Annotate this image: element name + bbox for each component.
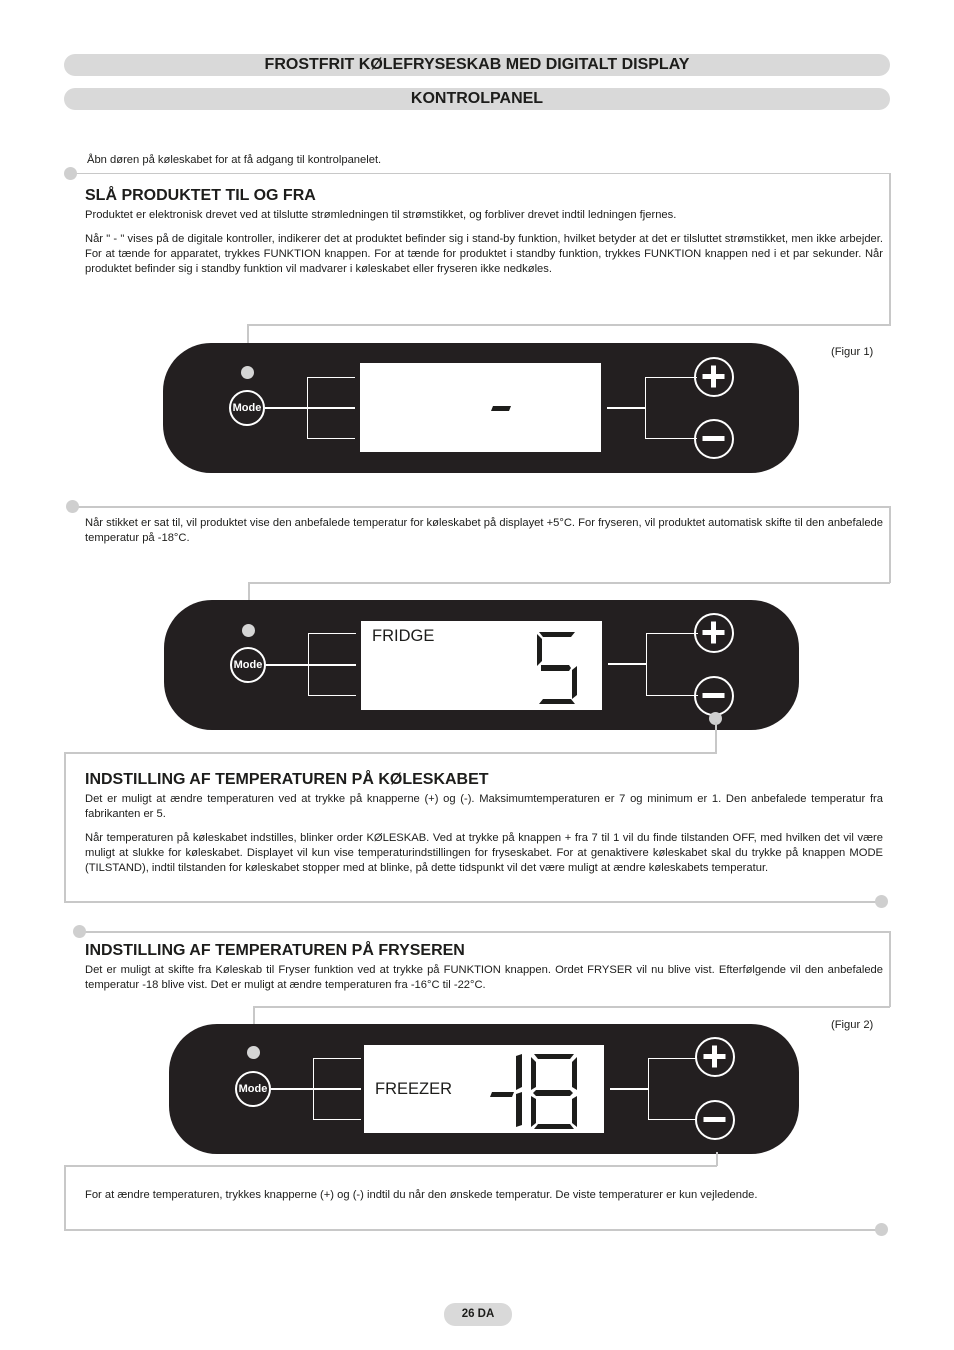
intro-text: Åbn døren på køleskabet for at få adgang til kontrolpanelet. [87, 154, 382, 166]
buttons-wire [610, 1088, 648, 1090]
section3-connector [715, 722, 717, 753]
plus-button[interactable] [694, 613, 734, 653]
buttons-wire [608, 663, 646, 665]
mode-bracket-mid [313, 1088, 361, 1090]
plus-icon [696, 359, 731, 394]
section2-frame-bottom [249, 582, 890, 584]
minus-icon [696, 421, 731, 456]
section2-content [85, 516, 883, 555]
fridge-label: FRIDGE [372, 627, 435, 645]
section2-paragraph-1: Når stikket er sat til, vil produktet vise den anbefalede temperatur for køleskabet på displayet +5°C. For fryseren, vil produktet automatisk skifte til den anbefalede temperatur på -18°C. [85, 517, 883, 544]
section1-content [85, 186, 883, 286]
section3-bullet [875, 895, 888, 908]
section5-paragraph-1: For at ændre temperaturen, trykkes knapperne (+) og (-) indtil du når den ønskede temperatur. De viste temperaturer er kun vejledende. [85, 1189, 758, 1201]
minus-button[interactable] [695, 1100, 735, 1140]
mode-wire [266, 664, 308, 666]
section1-paragraph-2: Når " - " vises på de digitale kontroller, indikerer det at produktet befinder sig i stand-by funktion, hvilket betyder at det er tilsluttet strømstikket, men ikke arbejder. For at tænde for apparatet, trykkes FUNKTION knappen. For at tænde for produktet i standby funktion, trykkes FUNKTION knappen ned i et par sekunder. Når produktet befinder sig i standby funktion vil madvarer i køleskabet eller fryseren ikke nedkøles. [85, 233, 883, 275]
document-title: FROSTFRIT KØLEFRYSESKAB MED DIGITALT DISPLAY [64, 54, 890, 76]
section4-content [85, 941, 883, 1002]
panel-indicator-dot [247, 1046, 260, 1059]
minus-button[interactable] [694, 676, 734, 716]
mode-wire [265, 407, 307, 409]
page-number: 26 DA [444, 1303, 512, 1326]
minus-icon [696, 678, 731, 713]
section2-frame-right [889, 506, 891, 583]
standby-dash-glyph [360, 363, 601, 452]
buttons-bracket [646, 633, 698, 696]
section5-connector [716, 1152, 718, 1166]
figure1-caption: (Figur 1) [831, 346, 874, 358]
panel-indicator-dot [241, 366, 254, 379]
display-screen [364, 1045, 604, 1133]
plus-icon [696, 615, 731, 650]
section1-bullet [64, 167, 77, 180]
figure2-caption: (Figur 2) [831, 1019, 874, 1031]
section4-heading: INDSTILLING AF TEMPERATUREN PÅ FRYSEREN [85, 942, 465, 959]
freezer-label: FREEZER [375, 1080, 453, 1098]
plus-button[interactable] [694, 357, 734, 397]
control-panel-freezer [169, 1024, 799, 1154]
buttons-wire [607, 407, 645, 409]
display-screen [361, 621, 602, 710]
plus-icon [697, 1039, 732, 1074]
control-panel-fridge [164, 600, 799, 730]
section2-frame-top [72, 506, 890, 508]
minus-icon [697, 1102, 732, 1137]
section3-paragraph-1: Det er muligt at ændre temperaturen ved at trykke på knapperne (+) og (-). Maksimumtemperaturen er 7 og minimum er 1. Den anbefalede temperatur fra fabrikanten er 5. [85, 793, 883, 820]
display-screen [360, 363, 601, 452]
section4-frame-right [889, 931, 891, 1007]
section4-bullet [73, 925, 86, 938]
mode-wire [271, 1088, 313, 1090]
section5-bullet [875, 1223, 888, 1236]
section4-paragraph-1: Det er muligt at skifte fra Køleskab til Fryser funktion ved at trykke på FUNKTION knappen. Ordet FRYSER vil nu blive vist. Efterfølgende vil den anbefalede temperatur -18 blive vist. Det er muligt at ændre temperaturen fra -16°C til -22°C. [85, 964, 883, 991]
seven-segment-5-glyph [361, 621, 602, 710]
mode-button[interactable]: Mode [230, 647, 266, 683]
section1-paragraph-1: Produktet er elektronisk drevet ved at tilslutte strømledningen til strømstikket, og forbliver drevet indtil ledningen fjernes. [85, 209, 677, 221]
mode-button[interactable]: Mode [229, 390, 265, 426]
section5-frame-bottom [64, 1229, 879, 1231]
section1-frame-bottom [248, 324, 890, 326]
buttons-bracket [645, 377, 697, 439]
section1-heading: SLÅ PRODUKTET TIL OG FRA [85, 187, 316, 204]
section5-frame-left [64, 1165, 66, 1230]
control-panel-standby [163, 343, 799, 473]
section4-frame-bottom [254, 1006, 890, 1008]
section2-bullet [66, 500, 79, 513]
section3-frame-top [64, 752, 717, 754]
section5-content [85, 1188, 883, 1212]
section4-frame-top [80, 931, 890, 933]
seven-segment-minus-18-glyph [364, 1045, 604, 1133]
section3-frame-bottom [64, 901, 879, 903]
section3-heading: INDSTILLING AF TEMPERATUREN PÅ KØLESKABET [85, 771, 489, 788]
mode-button[interactable]: Mode [235, 1071, 271, 1107]
section3-content [85, 770, 883, 885]
minus-button[interactable] [694, 419, 734, 459]
mode-bracket-mid [308, 664, 356, 666]
mode-bracket-mid [307, 407, 355, 409]
panel-indicator-dot [242, 624, 255, 637]
plus-button[interactable] [695, 1037, 735, 1077]
section5-frame-top [64, 1165, 717, 1167]
section3-paragraph-2: Når temperaturen på køleskabet indstilles, blinker order KØLESKAB. Ved at trykke på knappen + fra 7 til 1 vil du finde tilstanden OFF, med hvilken det vil være muligt at slukke for køleskabet. Displayet vil kun vise temperaturindstillingen for fryseskabet. For at genaktivere køleskabet skal du trykke på knappen MODE (TILSTAND), indtil tilstanden for køleskabet stopper med at blinke, på dette tidspunkt vil det være muligt at ændre køleskabets temperatur. [85, 832, 883, 874]
section1-frame-right [889, 173, 891, 326]
buttons-bracket [648, 1058, 697, 1120]
section3-frame-left [64, 752, 66, 902]
section-title-kontrolpanel: KONTROLPANEL [64, 88, 890, 110]
